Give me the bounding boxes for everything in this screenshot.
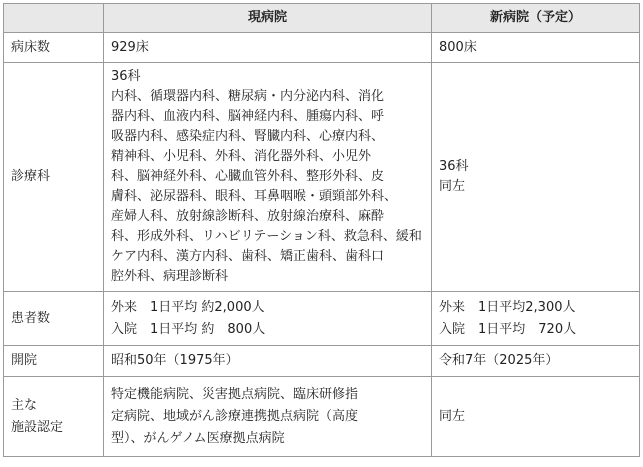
- cell-certifications-new: 同左: [432, 377, 640, 457]
- table-row: [4, 346, 640, 377]
- cell-opening-current: 昭和50年（1975年）: [104, 346, 432, 377]
- header-current-hospital: 現病院: [104, 4, 432, 33]
- comparison-table-container: [3, 3, 640, 457]
- cell-departments-current: 36科 内科、循環器内科、糖尿病・内分泌内科、消化 器内科、血液内科、脳神経内科、腫瘍内科、呼 吸器内科、感染症内科、腎臓内科、心療内科、 精神科、小児科、外科、消化器外科、小児外 科、脳神経外科、心臓血管外科、整形外科、皮 膚科、泌尿器科、眼科、耳鼻咽喉・頭頸部外科、 産婦人科、放射線診断科、放射線治療科、麻酔 科、形成外科、リハビリテーション科、救急科、緩和 ケア内科、漢方内科、歯科、矯正歯科、歯科口 腔外科、病理診断科: [104, 63, 432, 292]
- table-row: [4, 33, 640, 63]
- cell-beds-new: 800床: [432, 33, 640, 63]
- hospital-comparison-table: [3, 3, 640, 457]
- header-row: [4, 4, 640, 33]
- row-label-beds: 病床数: [4, 33, 104, 63]
- row-label-departments: 診療科: [4, 63, 104, 292]
- cell-beds-current: 929床: [104, 33, 432, 63]
- table-row: [4, 63, 640, 292]
- cell-patients-new: 外来 1日平均2,300人 入院 1日平均 720人: [432, 292, 640, 346]
- cell-opening-new: 令和7年（2025年）: [432, 346, 640, 377]
- row-label-certifications: 主な 施設認定: [4, 377, 104, 457]
- row-label-patients: 患者数: [4, 292, 104, 346]
- cell-certifications-current: 特定機能病院、災害拠点病院、臨床研修指 定病院、地域がん診療連携拠点病院（高度 型）、がんゲノム医療拠点病院: [104, 377, 432, 457]
- table-row: [4, 377, 640, 457]
- table-row: [4, 292, 640, 346]
- header-corner: [4, 4, 104, 33]
- cell-departments-new: 36科 同左: [432, 63, 640, 292]
- header-new-hospital: 新病院（予定）: [432, 4, 640, 33]
- cell-patients-current: 外来 1日平均 約2,000人 入院 1日平均 約 800人: [104, 292, 432, 346]
- row-label-opening: 開院: [4, 346, 104, 377]
